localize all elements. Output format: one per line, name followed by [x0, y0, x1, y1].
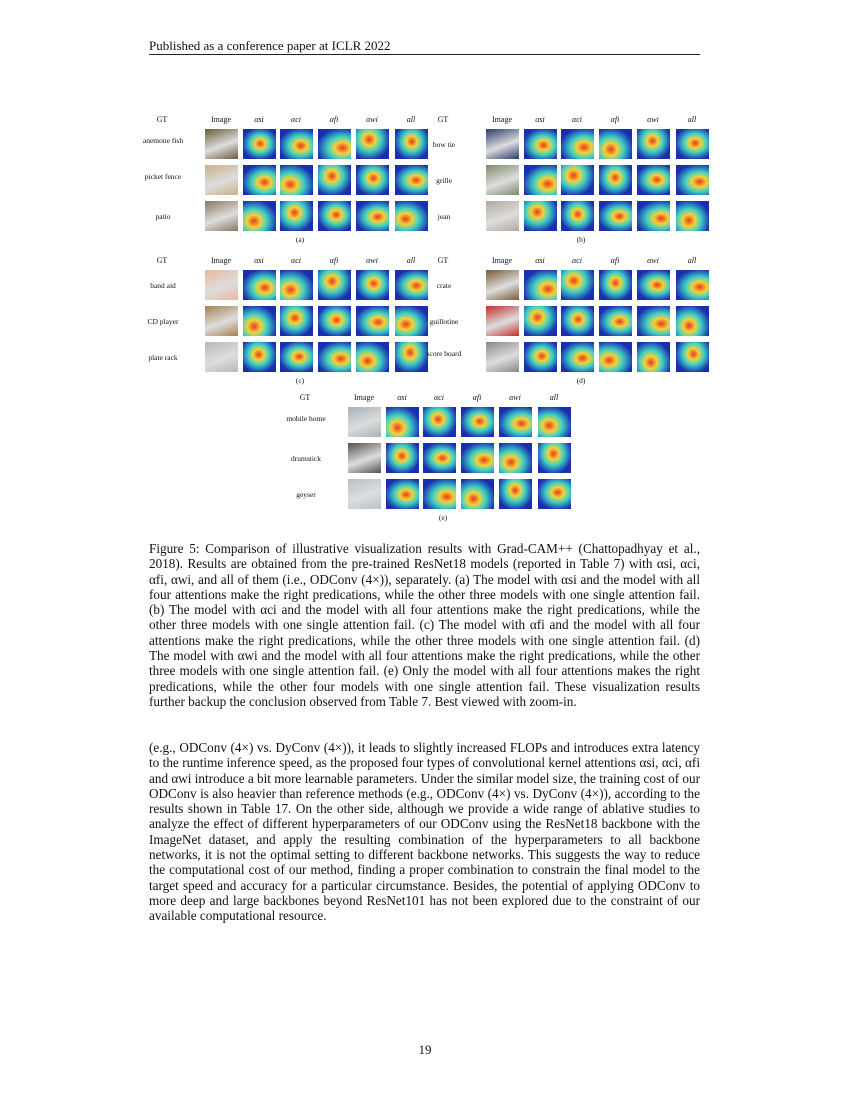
- heatmap-image: [243, 270, 276, 300]
- heatmap-image: [280, 201, 313, 231]
- heatmap-image: [318, 342, 351, 372]
- heatmap-image: [637, 306, 670, 336]
- heatmap-image: [461, 407, 494, 437]
- heatmap-image: [599, 342, 632, 372]
- column-header: αci: [291, 115, 301, 124]
- heatmap-image: [676, 165, 709, 195]
- input-image: [348, 479, 381, 509]
- heatmap-image: [423, 407, 456, 437]
- row-label: picket fence: [144, 172, 182, 181]
- heatmap-image: [318, 306, 351, 336]
- input-image: [205, 165, 238, 195]
- input-image: [205, 342, 238, 372]
- heatmap-image: [243, 306, 276, 336]
- heatmap-image: [561, 201, 594, 231]
- heatmap-image: [676, 342, 709, 372]
- column-header: αci: [572, 256, 582, 265]
- column-header: Image: [354, 393, 374, 402]
- heatmap-image: [461, 479, 494, 509]
- heatmap-image: [280, 165, 313, 195]
- row-label: anemone fish: [142, 136, 184, 145]
- heatmap-image: [356, 129, 389, 159]
- column-header: αwi: [647, 256, 659, 265]
- heatmap-image: [561, 165, 594, 195]
- figure-panel: [140, 256, 420, 396]
- body-paragraph: (e.g., ODConv (4×) vs. DyConv (4×)), it leads to slightly increased FLOPs and introduces extra latency to the runtime inference speed, as the proposed four types of convolutional kernel attentions αsi, αci, αfi and αwi introduce a bit more learnable parameters. Under the similar model size, the training cost of our ODConv is also heavier than reference methods (e.g., ODConv (4×) vs. DyConv (4×)), according to the results shown in Table 17. On the other side, although we provide a wide range of ablative studies to analyze the effect of different hyperparameters of our ODConv using the ResNet18 backbone with the ImageNet dataset, and apply the resulting combination of the hyperparameters to all backbone networks, it is not the optimal setting to different backbone networks. This suggests the way to reduce the computational cost of our method, finding a proper combination to constrain the final model to the target speed and accuracy for a particular circumstance. Besides, the potential of applying ODConv to more deep and large backbones beyond ResNet101 has not been explored due to the constraint of our available computational resource.: [149, 740, 700, 924]
- heatmap-image: [423, 443, 456, 473]
- heatmap-image: [243, 201, 276, 231]
- column-header: αci: [291, 256, 301, 265]
- heatmap-image: [318, 129, 351, 159]
- heatmap-image: [561, 129, 594, 159]
- input-image: [205, 201, 238, 231]
- heatmap-image: [524, 165, 557, 195]
- column-header: GT: [156, 115, 168, 124]
- heatmap-image: [280, 129, 313, 159]
- input-image: [486, 306, 519, 336]
- row-label: geyser: [296, 490, 316, 499]
- heatmap-image: [386, 443, 419, 473]
- row-label: drumstick: [291, 454, 321, 463]
- column-header: αwi: [509, 393, 521, 402]
- input-image: [486, 270, 519, 300]
- heatmap-image: [243, 129, 276, 159]
- heatmap-image: [637, 270, 670, 300]
- heatmap-image: [637, 201, 670, 231]
- input-image: [205, 306, 238, 336]
- row-label: guillotine: [429, 317, 459, 326]
- heatmap-image: [538, 407, 571, 437]
- row-label: grille: [436, 176, 452, 185]
- panel-label: (a): [295, 235, 305, 244]
- column-header: αwi: [366, 115, 378, 124]
- row-label: bow tie: [432, 140, 456, 149]
- heatmap-image: [599, 306, 632, 336]
- heatmap-image: [524, 342, 557, 372]
- heatmap-image: [280, 342, 313, 372]
- heatmap-image: [561, 342, 594, 372]
- column-header: αsi: [397, 393, 407, 402]
- heatmap-image: [499, 443, 532, 473]
- row-label: score board: [426, 349, 462, 358]
- heatmap-image: [524, 129, 557, 159]
- column-header: αci: [434, 393, 444, 402]
- column-header: all: [549, 393, 559, 402]
- heatmap-image: [561, 306, 594, 336]
- input-image: [486, 165, 519, 195]
- column-header: GT: [437, 115, 449, 124]
- heatmap-image: [423, 479, 456, 509]
- column-header: αfi: [329, 115, 339, 124]
- heatmap-image: [318, 165, 351, 195]
- row-label: jean: [437, 212, 451, 221]
- heatmap-image: [356, 306, 389, 336]
- input-image: [486, 129, 519, 159]
- column-header: Image: [211, 256, 231, 265]
- row-label: plate rack: [148, 353, 178, 362]
- column-header: αci: [572, 115, 582, 124]
- column-header: αsi: [535, 256, 545, 265]
- heatmap-image: [318, 201, 351, 231]
- column-header: all: [687, 256, 697, 265]
- heatmap-image: [538, 443, 571, 473]
- input-image: [205, 270, 238, 300]
- heatmap-image: [461, 443, 494, 473]
- heatmap-image: [676, 129, 709, 159]
- heatmap-image: [499, 479, 532, 509]
- heatmap-image: [386, 479, 419, 509]
- header-rule: [149, 54, 700, 55]
- column-header: αwi: [366, 256, 378, 265]
- row-label: mobile home: [286, 414, 326, 423]
- column-header: αfi: [610, 256, 620, 265]
- heatmap-image: [280, 270, 313, 300]
- input-image: [486, 201, 519, 231]
- column-header: Image: [211, 115, 231, 124]
- running-header: Published as a conference paper at ICLR 2022: [149, 38, 391, 53]
- heatmap-image: [524, 270, 557, 300]
- heatmap-image: [538, 479, 571, 509]
- heatmap-image: [243, 342, 276, 372]
- column-header: GT: [156, 256, 168, 265]
- heatmap-image: [356, 165, 389, 195]
- heatmap-image: [637, 342, 670, 372]
- heatmap-image: [356, 201, 389, 231]
- input-image: [348, 407, 381, 437]
- figure-caption: Figure 5: Comparison of illustrative visualization results with Grad-CAM++ (Chattopadhyay et al., 2018). Results are obtained from the pre-trained ResNet18 models (reported in Table 7) with αsi, αci, αfi, αwi, and all of them (i.e., ODConv (4×)), separately. (a) The model with αsi and the model with all four attentions make the right predications, while the other three models with one single attention fail. (b) The model with αci and the model with all four attentions make the right predications, while the other three models with one single attention fail. (c) The model with αfi and the model with all four attentions make the right predications, while the other three models with one single attention fail. (d) The model with αwi and the model with all four attentions make the right predications, while the other three models with one single attention fail. (e) Only the model with all four attentions makes the right predications, while the other four models with one single attention fail. These visualization results further backup the conclusion observed from Table 7. Best viewed with zoom-in.: [149, 541, 700, 709]
- heatmap-image: [599, 270, 632, 300]
- heatmap-image: [356, 270, 389, 300]
- column-header: αsi: [254, 256, 264, 265]
- heatmap-image: [524, 306, 557, 336]
- heatmap-image: [637, 165, 670, 195]
- heatmap-image: [318, 270, 351, 300]
- column-header: all: [687, 115, 697, 124]
- heatmap-image: [599, 201, 632, 231]
- row-label: CD player: [147, 317, 179, 326]
- input-image: [205, 129, 238, 159]
- heatmap-image: [386, 407, 419, 437]
- column-header: GT: [437, 256, 449, 265]
- column-header: αfi: [610, 115, 620, 124]
- heatmap-image: [676, 201, 709, 231]
- heatmap-image: [599, 129, 632, 159]
- panel-label: (d): [576, 376, 586, 385]
- column-header: GT: [299, 393, 311, 402]
- column-header: αwi: [647, 115, 659, 124]
- column-header: all: [406, 256, 416, 265]
- heatmap-image: [499, 407, 532, 437]
- heatmap-image: [676, 270, 709, 300]
- row-label: crate: [436, 281, 452, 290]
- input-image: [348, 443, 381, 473]
- column-header: αfi: [329, 256, 339, 265]
- column-header: all: [406, 115, 416, 124]
- heatmap-image: [676, 306, 709, 336]
- heatmap-image: [243, 165, 276, 195]
- column-header: Image: [492, 115, 512, 124]
- heatmap-image: [637, 129, 670, 159]
- column-header: αfi: [472, 393, 482, 402]
- panel-label: (c): [295, 376, 305, 385]
- heatmap-image: [599, 165, 632, 195]
- page-number: 19: [418, 1042, 432, 1057]
- heatmap-image: [524, 201, 557, 231]
- row-label: patio: [155, 212, 171, 221]
- figure-panel: [283, 393, 563, 533]
- figure-panel: [421, 256, 701, 396]
- column-header: αsi: [254, 115, 264, 124]
- heatmap-image: [356, 342, 389, 372]
- column-header: Image: [492, 256, 512, 265]
- column-header: αsi: [535, 115, 545, 124]
- figure-panel: [421, 115, 701, 255]
- panel-label: (e): [438, 513, 448, 522]
- input-image: [486, 342, 519, 372]
- heatmap-image: [561, 270, 594, 300]
- figure-panel: [140, 115, 420, 255]
- row-label: band aid: [150, 281, 176, 290]
- panel-label: (b): [576, 235, 586, 244]
- heatmap-image: [280, 306, 313, 336]
